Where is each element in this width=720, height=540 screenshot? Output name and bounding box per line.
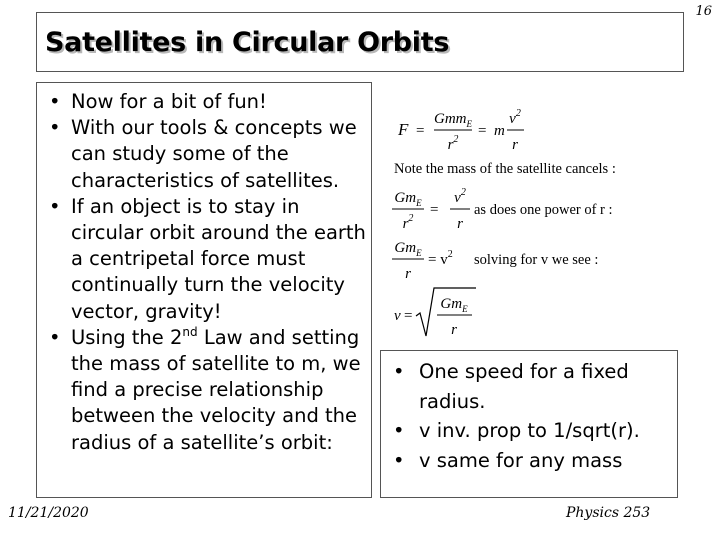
page-number: 16 [695, 4, 712, 19]
right-text-box [380, 350, 678, 498]
left-text-box [36, 82, 372, 498]
left-bullet-list [43, 89, 367, 456]
eq3-denominator: r [405, 266, 411, 282]
eq1-denominator: $r^2$ [447, 134, 459, 153]
title-box [36, 12, 684, 72]
eq1-force-symbol: F [398, 120, 409, 139]
eq1-equals: = [416, 123, 425, 139]
eq1-mass: m [494, 123, 505, 139]
eq4-velocity-symbol: v [394, 308, 401, 324]
eq2-velocity-denominator: r [457, 216, 463, 232]
eq1-equals-second: = [478, 123, 487, 139]
note-mass-cancels: Note the mass of the satellite cancels : [394, 161, 616, 177]
bullet-text-end: Law and setting the mass of satellite to m, we find a precise relationship between the velocity and the radius of a satellite’s orbit: [71, 325, 361, 454]
bullet-text: If an object is to stay in circular orbit around the earth a centripetal force must continually turn the velocity vector, gravity! [71, 194, 366, 323]
footer-course: Physics 253 [566, 505, 651, 521]
eq1-numerator: Gmm$_E$ [434, 111, 472, 129]
footer-date: 11/21/2020 [8, 505, 89, 521]
eq1-velocity-numerator: $v^2$ [509, 108, 521, 127]
note-one-power: as does one power of r : [474, 202, 613, 218]
eq3-numerator: $Gm_E$ [394, 240, 422, 258]
bullet-item [43, 89, 367, 115]
bullet-item [43, 325, 367, 456]
bullet-item: • v inv. prop to 1/sqrt(r). [385, 416, 677, 446]
note-solving: solving for v we see : [474, 252, 599, 268]
bullet-item: • v same for any mass [385, 446, 677, 476]
slide-title: Satellites in Circular Orbits [45, 27, 450, 58]
eq1-velocity-denominator: r [512, 137, 518, 153]
eq4-numerator: $Gm_E$ [440, 296, 468, 314]
right-bullet-list [385, 357, 677, 475]
eq2-equals: = [430, 202, 439, 218]
eq2-velocity-numerator: $v^2$ [454, 187, 466, 206]
bullet-item [43, 115, 367, 194]
eq2-denominator: $r^2$ [402, 213, 414, 232]
eq4-denominator: r [451, 322, 457, 338]
equation-figure [384, 96, 684, 346]
bullet-text: Now for a bit of fun! [71, 90, 267, 113]
equation-derivation [384, 96, 684, 346]
eq2-numerator: $Gm_E$ [394, 190, 422, 208]
bullet-text: With our tools & concepts we can study some of the characteristics of satellites. [71, 116, 357, 192]
ordinal-suffix: nd [182, 324, 198, 339]
bullet-item: • One speed for a fixed radius. [385, 357, 677, 416]
bullet-item [43, 194, 367, 325]
eq3-right-side: = $v^2$ [428, 249, 453, 268]
eq4-equals: = [404, 308, 413, 324]
bullet-text-start: Using the 2 [71, 325, 183, 349]
